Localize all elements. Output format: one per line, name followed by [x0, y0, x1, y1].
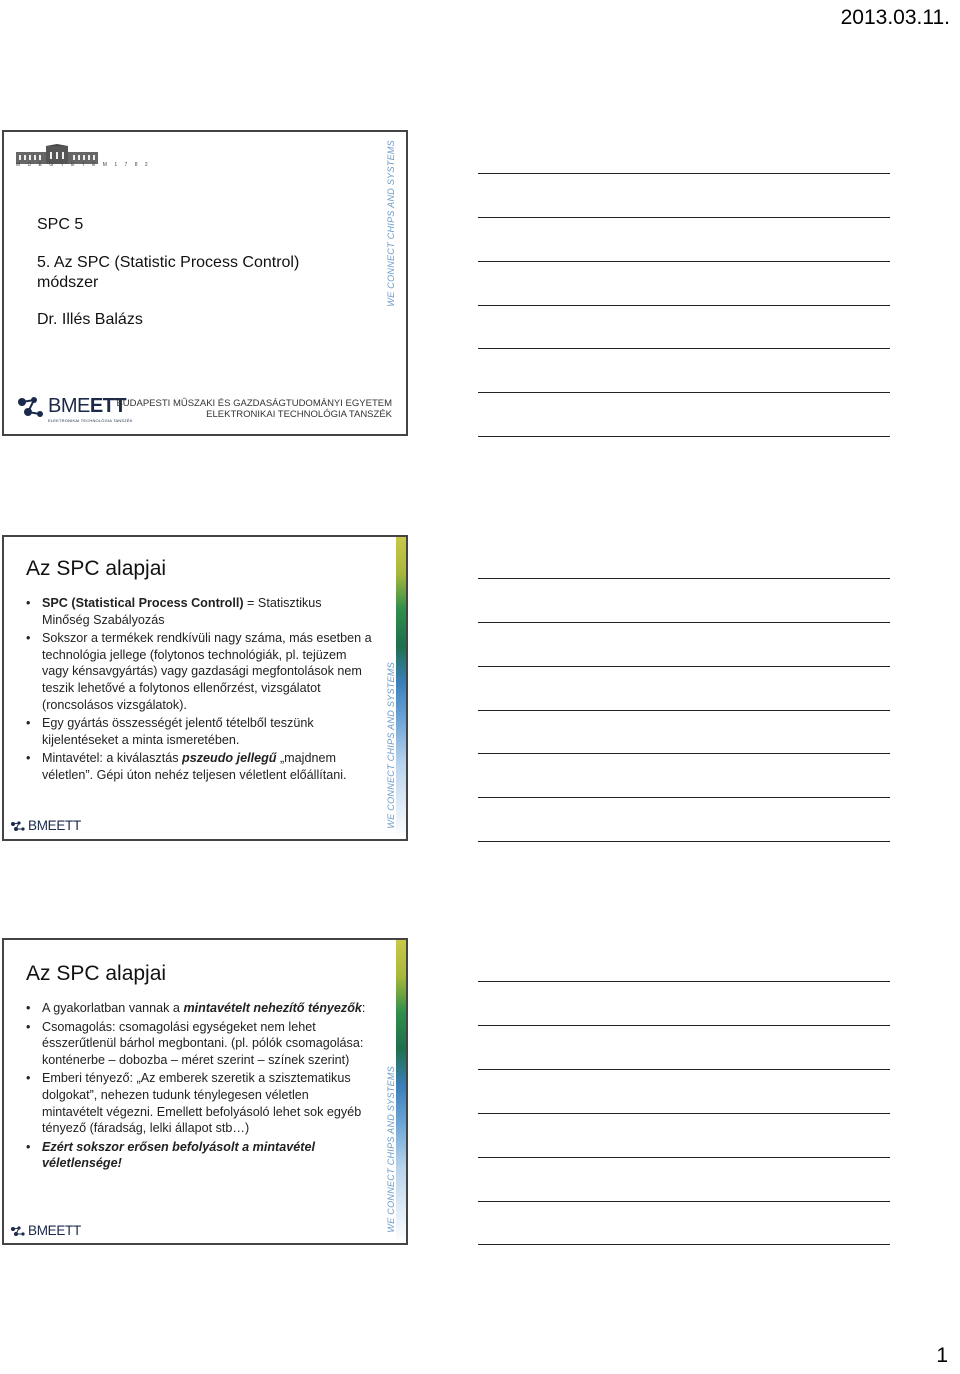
notes-lines-1	[478, 130, 890, 436]
bmeett-logo-icon	[16, 394, 46, 422]
bmeett-logo: BMEETT	[10, 1223, 84, 1239]
decorative-color-strip	[396, 537, 406, 839]
bullet-list	[26, 1000, 372, 1174]
bullet-item: • A gyakorlatban vannak a mintavételt nehezítő tényezők:	[26, 1000, 372, 1017]
slogan-vertical-text: WE CONNECT CHIPS AND SYSTEMS	[386, 140, 396, 307]
slide-number-title: SPC 5	[37, 216, 84, 233]
bullet-item: • Emberi tényező: „Az emberek szeretik a szisztematikus dolgokat”, nehezen tudunk ténylegesen véletlen mintavételt végezni. Emellett befolyásoló lehet sok egyéb tényező (fáradság, lelki állapot stb…)	[26, 1070, 372, 1136]
bmeett-logo-text: BMEETT	[48, 395, 127, 417]
slogan-vertical-text: WE CONNECT CHIPS AND SYSTEMS	[386, 662, 396, 829]
department-name: ELEKTRONIKAI TECHNOLÓGIA TANSZÉK	[206, 409, 392, 420]
bmeett-logo-subtitle: ELEKTRONIKAI TECHNOLÓGIA TANSZÉK	[48, 418, 133, 423]
notes-lines-3	[478, 938, 890, 1245]
notes-lines-2	[478, 535, 890, 841]
page-number: 1	[936, 1344, 948, 1367]
decorative-color-strip	[396, 940, 406, 1243]
bullet-item: • Egy gyártás összességét jelentő tételből teszünk kijelentéseket a minta ismeretében.	[26, 715, 372, 748]
content-slide-2	[2, 938, 408, 1245]
title-slide	[2, 130, 408, 436]
lecture-title: 5. Az SPC (Statistic Process Control) módszer	[37, 254, 300, 291]
university-name: BUDAPESTI MŰSZAKI ÉS GAZDASÁGTUDOMÁNYI EGYETEM	[116, 398, 392, 409]
slide-title: Az SPC alapjai	[26, 557, 167, 580]
bullet-item: • SPC (Statistical Process Controll) = Statisztikus Minőség Szabályozás	[26, 595, 372, 628]
bmeett-logo-icon	[10, 820, 26, 832]
bullet-item: • Csomagolás: csomagolási egységeket nem lehet ésszerűtlenül bárhol megbontani. (pl. pólók csomagolása: konténerbe – dobozba – méret szerint – színek szerint)	[26, 1019, 372, 1069]
building-caption: M Ű E G Y E T E M 1 7 8 2	[16, 162, 151, 168]
date-header: 2013.03.11.	[840, 6, 950, 29]
bullet-item: • Sokszor a termékek rendkívüli nagy száma, más esetben a technológia jellege (folytonos technológiák, pl. tejüzem vagy kénsavgyártás) vagy gazdasági megfontolások nem teszik lehetővé a folytonos ellenőrzést, vizsgálatot (roncsolásos vizsgálatok).	[26, 630, 372, 713]
slide-title: Az SPC alapjai	[26, 962, 167, 985]
bullet-item: • Mintavétel: a kiválasztás pszeudo jellegű „majdnem véletlen”. Gépi úton nehéz teljesen véletlent előállítani.	[26, 750, 372, 783]
bullet-list	[26, 595, 372, 786]
author-name: Dr. Illés Balázs	[37, 311, 143, 328]
slogan-vertical-text: WE CONNECT CHIPS AND SYSTEMS	[386, 1066, 396, 1233]
content-slide-1	[2, 535, 408, 841]
bmeett-logo-icon	[10, 1225, 26, 1237]
bullet-item: • Ezért sokszor erősen befolyásolt a mintavétel véletlensége!	[26, 1139, 372, 1172]
bmeett-logo: BMEETT	[10, 818, 84, 834]
